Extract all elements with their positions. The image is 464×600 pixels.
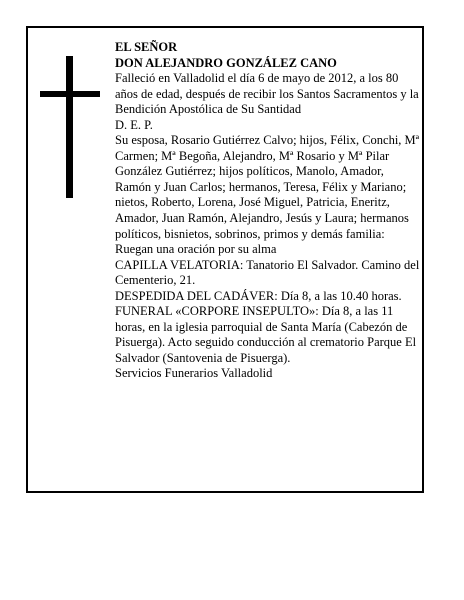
prayer-request: Ruegan una oración por su alma bbox=[115, 242, 277, 257]
obituary-notice bbox=[26, 26, 424, 493]
funeral-services: Servicios Funerarios Valladolid bbox=[115, 366, 273, 381]
funeral-info: FUNERAL «CORPORE INSEPULTO»: Día 8, a las 11 horas, en la iglesia parroquial de Santa María (Cabezón de Pisuerga). Acto seguido conducción al crematorio Parque El Salvador (Santovenia de Pisuerga). bbox=[115, 304, 417, 365]
rip-text: D. E. P. bbox=[115, 117, 153, 132]
cross-horizontal-bar bbox=[40, 91, 100, 97]
cross-icon bbox=[40, 56, 100, 198]
chapel-info: CAPILLA VELATORIA: Tanatorio El Salvador. Camino del Cementerio, 21. bbox=[115, 257, 420, 288]
family-list: Su esposa, Rosario Gutiérrez Calvo; hijos, Félix, Conchi, Mª Carmen; Mª Begoña, Alejandro, Mª Rosario y Mª Pilar González Gutiérrez; hijos políticos, Manolo, Amador, Ramón y Juan Carlos; hermanos, Teresa, Félix y Mariano; nietos, Roberto, Lorena, José Miguel, Patricia, Eneritz, Amador, Juan Ramón, Alejandro, Jesús y Laura; hermanos políticos, bisnietos, sobrinos, primos y demás familia: bbox=[115, 133, 420, 241]
obituary-text bbox=[115, 40, 421, 382]
obituary-heading-line-1: EL SEÑOR bbox=[115, 40, 178, 54]
death-notice: Falleció en Valladolid el día 6 de mayo de 2012, a los 80 años de edad, después de recibir los Santos Sacramentos y la Bendición Apostólica de Su Santidad bbox=[115, 71, 419, 117]
farewell-info: DESPEDIDA DEL CADÁVER: Día 8, a las 10.40 horas. bbox=[115, 288, 402, 303]
cross-vertical-bar bbox=[66, 56, 73, 198]
obituary-heading-line-2: DON ALEJANDRO GONZÁLEZ CANO bbox=[115, 55, 337, 70]
